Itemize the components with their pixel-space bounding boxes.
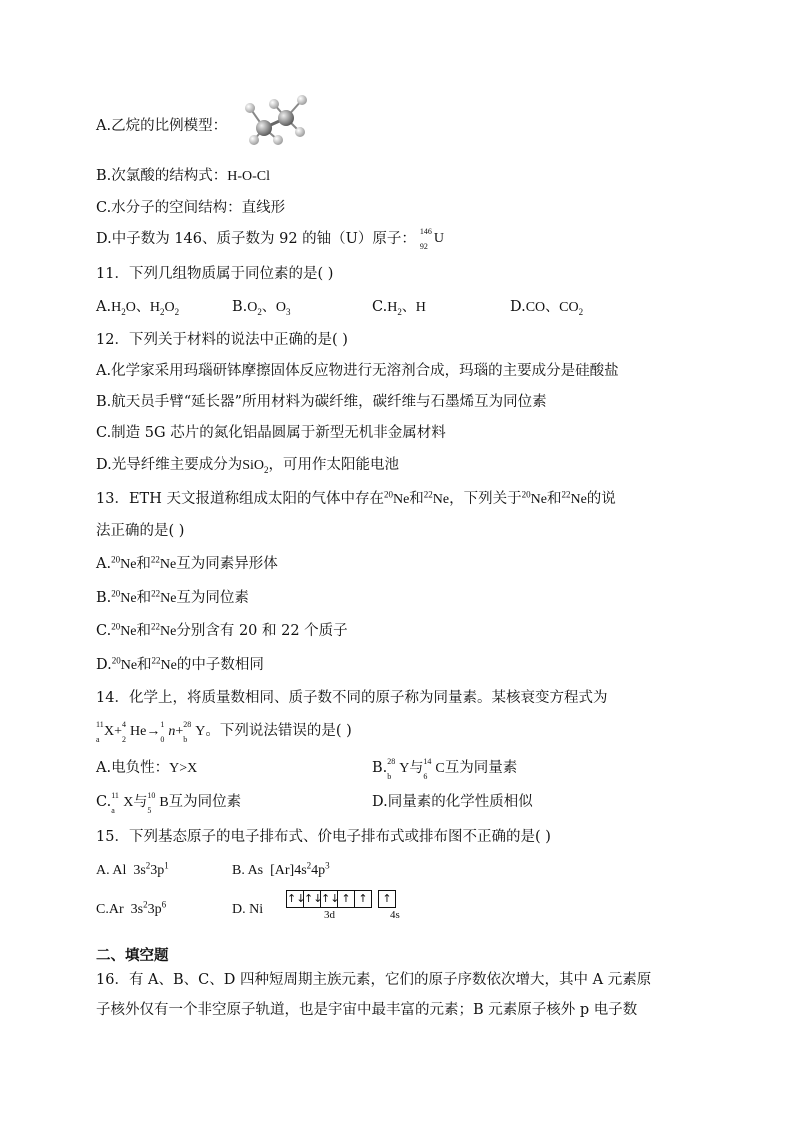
q13-option-b: B.$^{20}$Ne和$^{22}$Ne互为同位素 [96, 588, 249, 606]
q16-line1: 16．有 A、B、C、D 四种短周期主族元素，它们的原子序数依次增大，其中 A 元素原 [96, 972, 652, 988]
q11-option-a: $A.H_2O$、$H_2O_2$ [96, 299, 180, 317]
q14-equation-line: 11 a X+ 4 2 He→ 1 0 n+ 28 b Y。下列说法错误的是( ) [96, 719, 352, 744]
q15-option-d: D. Ni [232, 902, 264, 917]
q11-option-d: D.CO、$CO_2$ [510, 299, 584, 317]
q13-option-a: A.$^{20}$Ne和$^{22}$Ne互为同素异形体 [96, 554, 278, 572]
q14-stem: 14．化学上，将质量数相同、质子数不同的原子称为同量素。某核衰变方程式为 [96, 690, 608, 706]
orbital-label-4s: 4s [390, 909, 400, 921]
q12-option-c: C.制造 5G 芯片的氮化铝晶圆属于新型无机非金属材料 [96, 425, 446, 441]
orbital-box: ↑ [378, 890, 396, 908]
q16-line2: 子核外仅有一个非空原子轨道，也是宇宙中最丰富的元素；B 元素原子核外 p 电子数 [96, 1002, 638, 1018]
orbital-box: ↑ [337, 890, 355, 908]
ethane-model-image [240, 94, 312, 150]
orbital-box: ↑↓ [303, 890, 321, 908]
uranium-nuclide: 146 92 U [419, 227, 445, 251]
q12-option-b: B.航天员手臂“延长器”所用材料为碳纤维，碳纤维与石墨烯互为同位素 [96, 394, 547, 410]
q13-stem: 13．ETH 天文报道称组成太阳的气体中存在$^{20}$Ne和$^{22}$Ne，下列关于$^{20}$Ne和$^{22}$Ne的说 [96, 489, 616, 507]
q12-option-d: D.光导纤维主要成分为SiO$_2$，可用作太阳能电池 [96, 457, 400, 475]
q15-stem: 15．下列基态原子的电子排布式、价电子排布式或排布图不正确的是( ) [96, 829, 551, 845]
q10-d-label: D.中子数为 146、质子数为 92 的铀（U）原子： [96, 231, 416, 247]
orbital-label-3d: 3d [324, 909, 335, 921]
q10-b-label: B.次氯酸的结构式： [96, 168, 228, 184]
q10-option-c: C.水分子的空间结构：直线形 [96, 200, 286, 216]
q11-option-b: $B.O_2$、$O_3$ [232, 299, 291, 317]
q10-a-label: A.乙烷的比例模型： [96, 118, 228, 134]
q10-option-b [96, 166, 270, 187]
orbital-box: ↑↓ [286, 890, 304, 908]
q11-stem: 11．下列几组物质属于同位素的是( ) [96, 266, 334, 282]
q14-option-d: D.同量素的化学性质相似 [372, 794, 533, 810]
q10-option-a [96, 116, 227, 136]
q10-b-formula: H-O-Cl [227, 169, 271, 184]
decay-equation: 11 a X+ 4 2 He→ 1 0 n+ 28 b Y [96, 719, 206, 744]
q14-option-c: C. 11 a X与 10 5 B互为同位素 [96, 790, 242, 815]
orbital-box: ↑↓ [320, 890, 338, 908]
q14-option-a: A.电负性：Y>X [96, 760, 198, 776]
q13-option-c: C.$^{20}$Ne和$^{22}$Ne分别含有 20 和 22 个质子 [96, 621, 348, 639]
q12-stem: 12．下列关于材料的说法中正确的是( ) [96, 332, 348, 348]
ni-orbital-diagram [286, 890, 400, 921]
q15-option-c: C.Ar $3s^23p^6$ [96, 899, 167, 917]
q14-option-b: B. 28 b Y与 14 6 C互为同量素 [372, 756, 518, 781]
q11-option-c: $C.H_2$、H [372, 299, 426, 317]
q13-option-d: D.$^{20}$Ne和$^{22}$Ne的中子数相同 [96, 655, 264, 673]
orbital-box: ↑ [354, 890, 372, 908]
q13-stem-line2: 法正确的是( ) [96, 523, 185, 539]
q10-option-d [96, 229, 444, 249]
q12-option-a: A.化学家采用玛瑙研钵摩擦固体反应物进行无溶剂合成，玛瑙的主要成分是硅酸盐 [96, 363, 619, 379]
q15-option-b: B. As $[Ar]4s^24p^3$ [232, 860, 330, 878]
q15-option-a: A. Al $3s^23p^1$ [96, 860, 169, 878]
section-heading: 二、填空题 [96, 948, 169, 964]
